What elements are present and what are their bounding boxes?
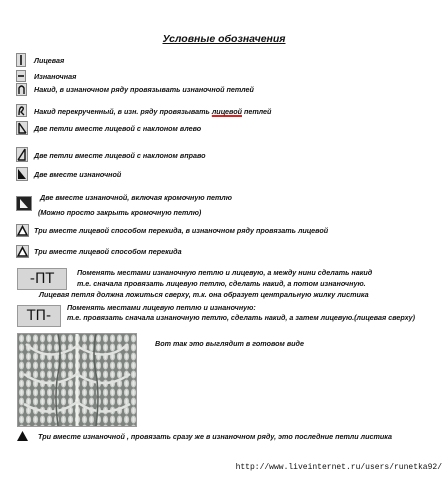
swap-symbol: -ПТ (17, 268, 67, 290)
filled-triangle-icon (16, 430, 29, 442)
label-suffix: петлей (242, 107, 272, 116)
twisted-yarn-over-icon (16, 104, 27, 117)
legend-label: Две петли вместе лицевой с наклоном вправо (34, 151, 206, 160)
legend-line: Лицевая петля должна ложиться сверху, т.к. она образует центральную жилку листика (39, 290, 369, 299)
watermark: http://www.liveinternet.ru/users/runetka92/ (235, 463, 442, 472)
legend-line: т.е. сначала провязать лицевую петлю, сделать накид, а потом изнаночную. (77, 279, 366, 288)
legend-label: Две вместе изнаночной, включая кромочную петлю (40, 193, 232, 202)
legend-label: Две петли вместе лицевой с наклоном влево (34, 124, 202, 133)
triangle-outline-icon (16, 224, 29, 237)
label-prefix: Накид перекрученный, в изн. ряду провязывать (34, 107, 212, 116)
legend-note: (Можно просто закрыть кромочную петлю) (38, 208, 202, 217)
label-emphasis: лицевой (211, 107, 242, 116)
knit-stitch-icon (16, 53, 26, 67)
p2tog-edge-icon (16, 196, 32, 211)
page-title: Условные обозначения (162, 33, 286, 45)
legend-label (34, 107, 271, 117)
legend-label: Изнаночная (34, 72, 77, 81)
triangle-outline-icon (16, 245, 29, 258)
legend-label: Накид, в изнаночном ряду провязывать изнаночной петлей (34, 85, 254, 94)
purl-stitch-icon (16, 70, 26, 82)
legend-label: Три вместе лицевой способом перекида, в изнаночном ряду провязать лицевой (34, 226, 329, 235)
yarn-over-icon (16, 83, 27, 96)
legend-label: Три вместе лицевой способом перекида (34, 247, 182, 256)
legend-label: Лицевая (34, 56, 65, 65)
legend-line: Поменять местами лицевую петлю и изнаночную: (67, 303, 256, 312)
knit-texture-image (18, 334, 136, 426)
legend-line: т.е. провязать сначала изнаночную петлю, сделать накид, а затем лицевую.(лицевая сверху) (67, 313, 416, 322)
p2tog-icon (16, 167, 28, 181)
legend-line: Поменять местами изнаночную петлю и лицевую, а между нини сделать накид (77, 268, 373, 277)
k2tog-left-icon (16, 121, 28, 135)
k2tog-right-icon (16, 147, 28, 162)
photo-caption: Вот так это выглядит в готовом виде (155, 339, 304, 348)
legend-label: Три вместе изнаночной , провязать сразу же в изнаночном ряду, это последние петли листика (38, 432, 393, 441)
knitted-sample-photo (17, 333, 137, 427)
legend-label: Две вместе изнаночной (34, 170, 122, 179)
swap-symbol: ТП- (17, 305, 61, 327)
